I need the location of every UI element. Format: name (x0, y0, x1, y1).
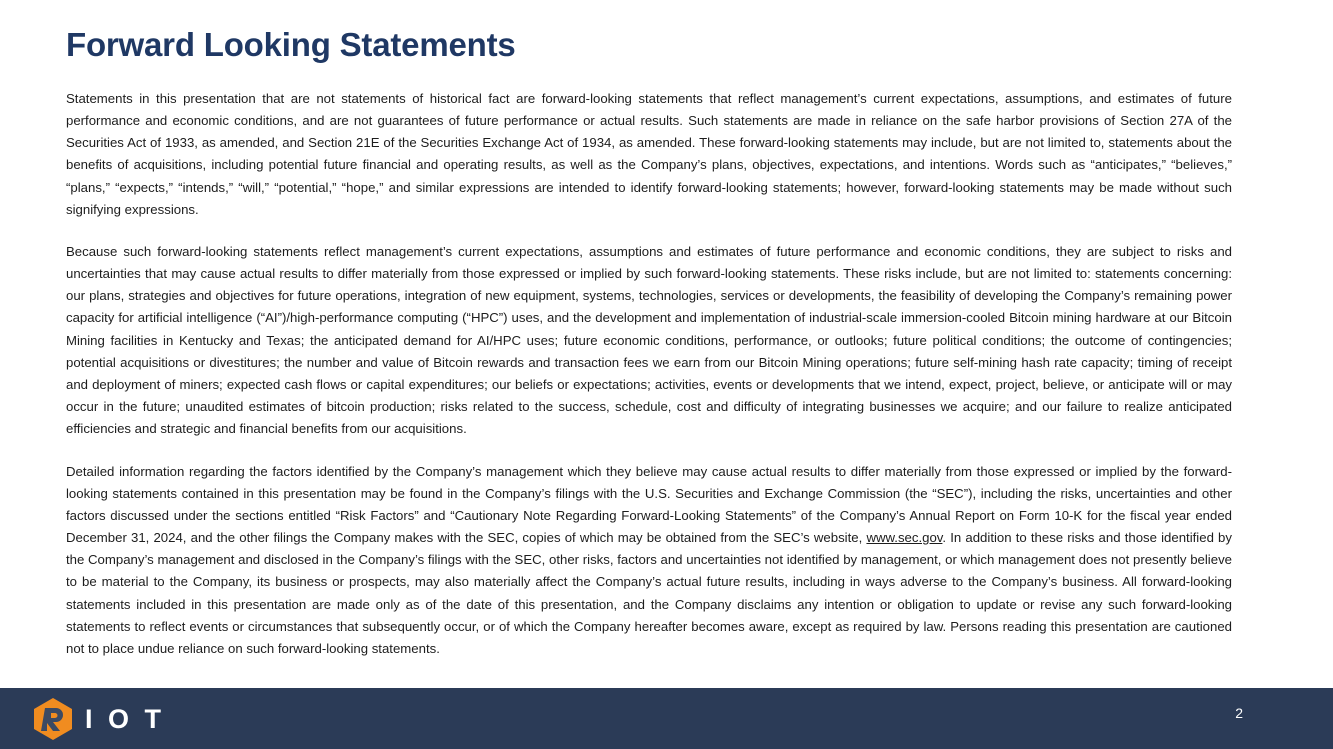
riot-hexagon-logo-icon (32, 697, 74, 741)
page-title: Forward Looking Statements (66, 26, 516, 63)
brand-logo (32, 697, 165, 741)
slide-content (66, 26, 1232, 660)
paragraph-3 (66, 461, 1232, 661)
paragraph-2: Because such forward-looking statements reflect management’s current expectations, assumptions and estimates of future performance and economic conditions, they are subject to risks and uncertainties that may cause actual results to differ materially from those expressed or implied by such forward-looking statements. These risks include, but are not limited to: statements concerning: our plans, strategies and objectives for future operations, integration of new equipment, systems, technologies, services or developments, the feasibility of developing the Company’s remaining power capacity for artificial intelligence (“AI”)/high-performance computing (“HPC”) uses, and the development and implementation of industrial-scale immersion-cooled Bitcoin mining hardware at our Bitcoin Mining facilities in Kentucky and Texas; the anticipated demand for AI/HPC uses; future economic conditions, performance, or outlooks; future political conditions; the outcome of contingencies; potential acquisitions or divestitures; the number and value of Bitcoin rewards and transaction fees we earn from our Bitcoin Mining operations; future self-mining hash rate capacity; timing of receipt and deployment of miners; expected cash flows or capital expenditures; our beliefs or expectations; activities, events or developments that we intend, expect, project, believe, or anticipate will or may occur in the future; unaudited estimates of bitcoin production; risks related to the success, schedule, cost and difficulty of integrating businesses we acquire; and our failure to realize anticipated efficiencies and strategic and financial benefits from our acquisitions. (66, 243, 1232, 437)
footer-bar (0, 688, 1333, 749)
paragraph-1: Statements in this presentation that are not statements of historical fact are forward-looking statements that reflect management’s current expectations, assumptions, and estimates of future performance and economic conditions, and are not guarantees of future performance or actual results. Such statements are made in reliance on the safe harbor provisions of Section 27A of the Securities Act of 1933, as amended, and Section 21E of the Securities Exchange Act of 1934, as amended. These forward-looking statements may include, but are not limited to, statements about the benefits of acquisitions, including potential future financial and operating results, as well as the Company’s plans, objectives, expectations, and intentions. Words such as “anticipates,” “believes,” “plans,” “expects,” “intends,” “will,” “potential,” “hope,” and similar expressions are intended to identify forward-looking statements; however, forward-looking statements may be made without such signifying expressions. (66, 90, 1232, 217)
paragraph-3-after-link: . In addition to these risks and those identified by the Company’s management and disclosed in the Company’s filings with the SEC, other risks, factors and uncertainties not identified by management, or which management does not presently believe to be material to the Company, its business or prospects, may also materially affect the Company’s actual future results, including in ways adverse to the Company’s business. All forward-looking statements included in this presentation are made only as of the date of this presentation, and the Company disclaims any intention or obligation to update or revise any such forward-looking statements to reflect events or circumstances that subsequently occur, or of which the Company hereafter becomes aware, except as required by law. Persons reading this presentation are cautioned not to place undue reliance on such forward-looking statements. (66, 530, 1232, 656)
paragraph-3-before-link: Detailed information regarding the factors identified by the Company’s management which they believe may cause actual results to differ materially from those expressed or implied by the forward-looking statements contained in this presentation may be found in the Company’s filings with the U.S. Securities and Exchange Commission (the “SEC”), including the risks, uncertainties and other factors discussed under the sections entitled “Risk Factors” and “Cautionary Note Regarding Forward-Looking Statements” of the Company’s Annual Report on Form 10-K for the fiscal year ended December 31, 2024, and the other filings the Company makes with the SEC, copies of which may be obtained from the SEC’s website, (66, 463, 1232, 546)
brand-logo-text: I O T (85, 703, 165, 734)
page-number: 2 (1235, 705, 1243, 721)
sec-website-link[interactable]: www.sec.gov (866, 530, 943, 546)
